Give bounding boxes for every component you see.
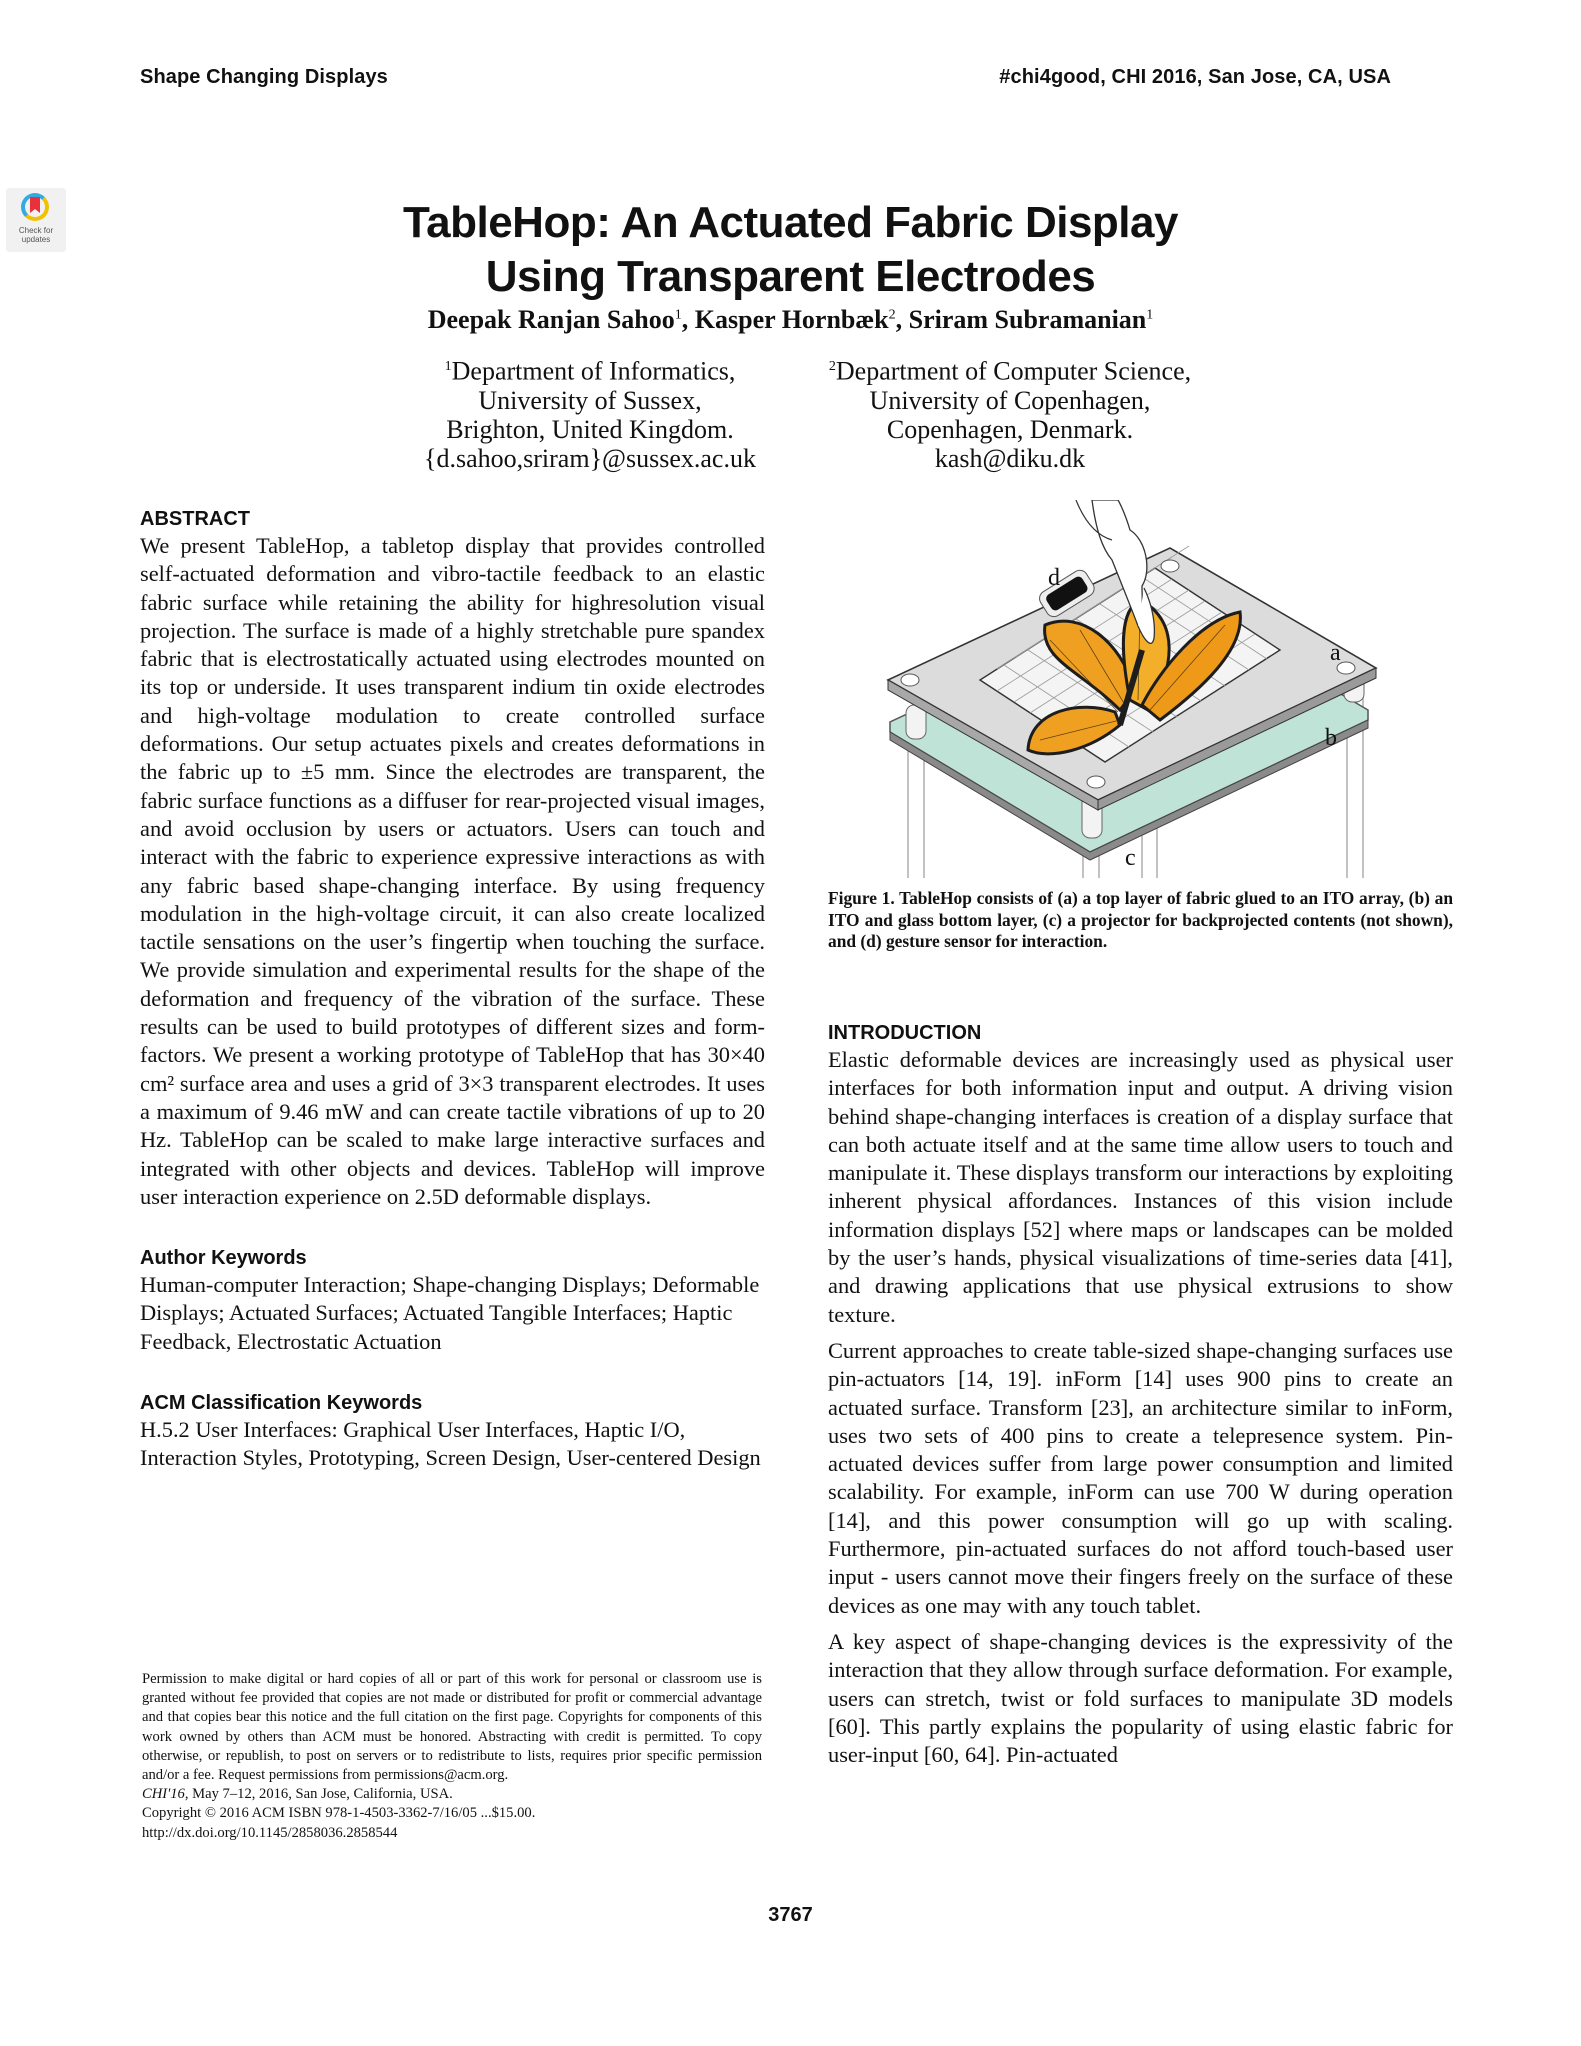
figure-1-illustration xyxy=(880,500,1400,880)
permission-text: Permission to make digital or hard copies of all or part of this work for personal or classroom use is granted without fee provided that copies are not made or distributed for profit or commercial advantage and that copies bear this notice and the full citation on the first page. Copyrights for components of this work owned by others than ACM must be honored. Abstracting with credit is permitted. To copy otherwise, or republish, to post on servers or to redistribute to lists, requires prior specific permission and/or a fee. Request permissions from permissions@acm.org. xyxy=(142,1671,762,1784)
affiliation-1: $^1$Department of Informatics, University of Sussex, Brighton, United Kingdom. {d.sahoo,sriram}@sussex.ac.uk xyxy=(370,352,810,473)
figure-1-caption: Figure 1. TableHop consists of (a) a top layer of fabric glued to an ITO array, (b) an ITO and glass bottom layer, (c) a projector for backprojected contents (not shown), and (d) gesture sensor for interaction. xyxy=(828,888,1453,951)
author-email: kash@diku.dk xyxy=(934,443,1086,473)
author-name: Kasper Hornbæk xyxy=(694,305,889,334)
author-list: Deepak Ranjan Sahoo$^1$, Kasper Hornbæk$^2$, Sriram Subramanian$^1$ xyxy=(427,305,1154,334)
title-line-2: Using Transparent Electrodes xyxy=(485,252,1096,301)
page-number: 3767 xyxy=(768,1904,813,1926)
abstract-text: We present TableHop, a tabletop display that provides controlled self-actuated deformation and vibro-tactile feedback to an elastic fabric surface while retaining the ability for highresolution visual projection. The surface is made of a highly stretchable pure spandex fabric that is electrostatically actuated using electrodes mounted on its top or underside. It uses transparent indium tin oxide electrodes and high-voltage modulation to create controlled surface deformations. Our setup actuates pixels and creates deformations in the fabric up to ±5 mm. Since the electrodes are transparent, the fabric surface functions as a diffuser for rear-projected visual images, and avoid occlusion by users or actuators. Users can touch and interact with the fabric to experience expressive interactions as with any fabric based shape-changing interface. By using frequency modulation in the high-voltage circuit, it can also create localized tactile sensations on the user’s fingertip when touching the surface. We provide simulation and experimental results for the shape of the deformation and frequency of the vibration of the surface. These results can be used to build prototypes of different sizes and form-factors. We present a working prototype of TableHop that has 30×40 cm² surface area and uses a grid of 3×3 transparent electrodes. It uses a maximum of 9.46 mW and can create tactile vibrations of up to 20 Hz. TableHop can be scaled to make large interactive surfaces and integrated with other objects and devices. TableHop will improve user interaction experience on 2.5D deformable displays. xyxy=(140,533,765,1209)
acm-keywords-text: H.5.2 User Interfaces: Graphical User Interfaces, Haptic I/O, Interaction Styles, Prototyping, Screen Design, User-centered Design xyxy=(140,1417,761,1471)
doi-link[interactable]: http://dx.doi.org/10.1145/2858036.2858544 xyxy=(142,1824,398,1841)
venue-line: CHI'16, May 7–12, 2016, San Jose, California, USA. xyxy=(142,1786,453,1803)
paper-title xyxy=(0,196,1581,304)
abstract-heading: ABSTRACT xyxy=(140,508,250,530)
running-head-right: #chi4good, CHI 2016, San Jose, CA, USA xyxy=(999,66,1391,88)
copyright-line: Copyright © 2016 ACM ISBN 978-1-4503-3362-7/16/05 ...$15.00. xyxy=(142,1805,536,1822)
intro-paragraph-3: A key aspect of shape-changing devices is the expressivity of the interaction that they allow through surface deformation. For example, users can stretch, twist or fold surfaces to manipulate 3D models [60]. This partly explains the popularity of using elastic fabric for user-input [60, 64]. Pin-actuated xyxy=(828,1628,1453,1768)
copyright-notice xyxy=(142,1670,762,1843)
author-name: Sriram Subramanian xyxy=(908,305,1147,334)
label-c: c xyxy=(1125,845,1136,871)
label-b: b xyxy=(1325,725,1337,751)
introduction-heading: INTRODUCTION xyxy=(828,1022,982,1044)
check-for-updates-label: Check for updates xyxy=(18,226,54,244)
author-keywords-text: Human-computer Interaction; Shape-changing Displays; Deformable Displays; Actuated Surfaces; Actuated Tangible Interfaces; Haptic Feedback, Electrostatic Actuation xyxy=(140,1272,760,1354)
left-column xyxy=(140,506,765,1473)
author-keywords-heading: Author Keywords xyxy=(140,1247,307,1270)
author-email: {d.sahoo,sriram}@sussex.ac.uk xyxy=(424,443,756,473)
label-d: d xyxy=(1048,565,1060,591)
intro-paragraph-1: Elastic deformable devices are increasingly used as physical user interfaces for both information input and output. A driving vision behind shape-changing interfaces is creation of a display surface that can both actuate itself and at the same time allow users to touch and manipulate it. These displays transform our interactions by exploiting inherent physical affordances. Instances of this vision include information displays [52] where maps or landscapes can be molded by the user’s hands, physical visualizations of time-series data [41], and drawing applications that use physical extrusions to show texture. xyxy=(828,1047,1453,1327)
affiliation-2: $^2$Department of Computer Science, University of Copenhagen, Copenhagen, Denmark. kash@diku.dk xyxy=(790,352,1230,473)
running-head-left: Shape Changing Displays xyxy=(140,66,388,88)
title-line-1: TableHop: An Actuated Fabric Display xyxy=(403,198,1178,247)
acm-keywords-heading: ACM Classification Keywords xyxy=(140,1392,423,1415)
label-a: a xyxy=(1330,640,1341,666)
intro-paragraph-2: Current approaches to create table-sized shape-changing surfaces use pin-actuators [14, 19]. inForm [14] uses 900 pins to create an actuated surface. Transform [23], an architecture similar to inForm, uses two sets of 400 pins to create a telepresence system. Pin-actuated devices suffer from large power consumption and limited scalability. For example, inForm can use 700 W during operation [14], and this power consumption will go up with scaling. Furthermore, pin-actuated surfaces do not afford touch-based user input - users cannot move their fingers freely on the surface of these devices as one may with any touch tablet. xyxy=(828,1337,1453,1618)
author-name: Deepak Ranjan Sahoo xyxy=(427,305,675,334)
right-column xyxy=(828,1020,1453,1769)
